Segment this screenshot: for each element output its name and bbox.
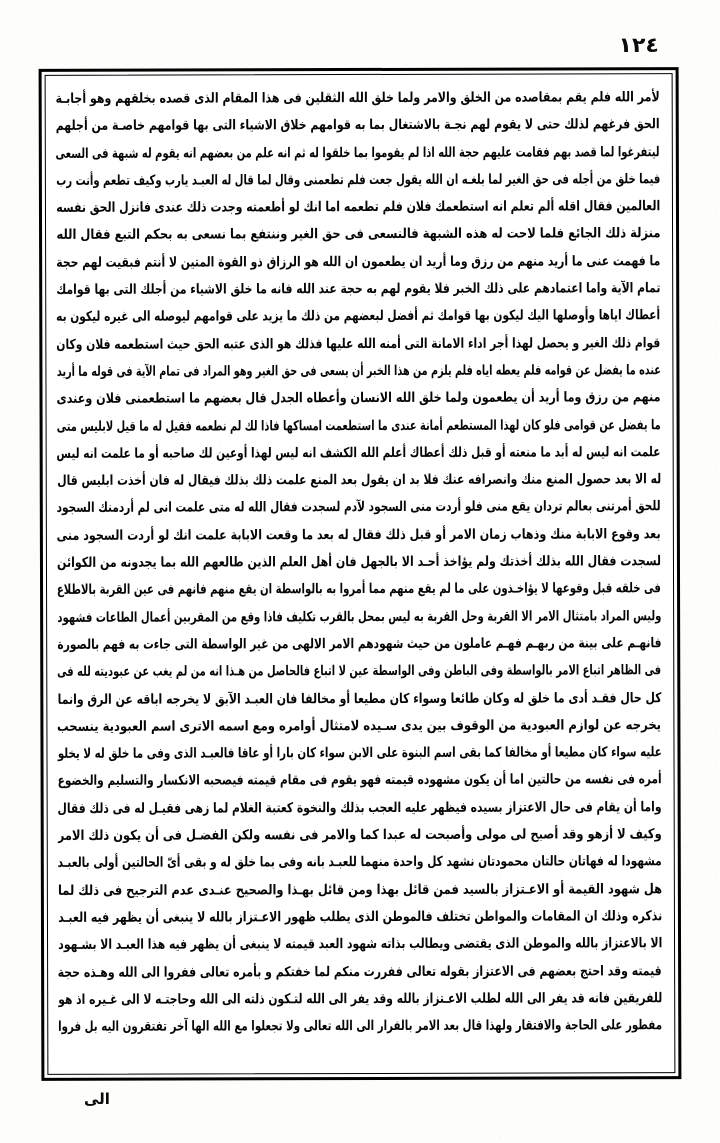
- catchword-area: [40, 1086, 680, 1120]
- text-line: [57, 712, 661, 742]
- text-line: [56, 111, 660, 141]
- text-line-content: نذكره وذلك ان المقامات والمواطن تختلف فالموطن الذى يطلب ظهور الاعـتزاز بالله لا ينبغى أن يظهر فيه العبـد: [57, 908, 662, 926]
- text-line-content: عليه سواء كان مطيعا أو مخالفا كما بقى اسم البنوة على الابن سواء كان بارا أو عاقا فالعبـد الذى وفى ما خلق له لا يخلو: [57, 745, 662, 763]
- text-line-content: تمام الآية واما اعتمادهم على ذلك الخبر فلا يقوم لهم به حجة عند الله فانه ما خلق الاشياء من أجلك التى بها قوامك: [56, 281, 661, 299]
- text-line-content: للحق أمرتنى بعالم تردان يقع منى فلو أردت منى السجود لآدم لسجدت فقال الله له متى علمت انى لم أردمنك السجود: [56, 499, 661, 517]
- text-line: [58, 875, 662, 905]
- page-border-inner: [45, 73, 676, 1075]
- text-line-content: عنده ما يفضل عن قوامه فلم يعطه اياه فلم يلزم من هذا الخبر أن يسعى فى حق الغير وهو المراد فى تمام الآية فى قوله ما أريد: [56, 362, 661, 380]
- text-line-content: مشهودا له فهاتان حالتان محمودتان نشهد كل واحدة منهما للعبـد بانه وفى بما خلق له و بقى أىّ الحالتين أولى بالعبـد: [57, 854, 662, 872]
- text-line: [57, 439, 661, 469]
- text-line-content: ما فهمت عنى ما أريد منهم من رزق وما أريد ان يطعمون ان الله هو الرزاق ذو القوة المتين لا أنتم فبقيت لهم حجة: [56, 253, 661, 271]
- text-line: [58, 985, 662, 1015]
- text-line: [56, 166, 660, 196]
- text-line: [57, 739, 661, 769]
- text-line-content: بعد وقوع الابابة منك وذهاب زمان الامر أو قبل ذلك فقال له بعد ما وقعت الابابة علمت انك لو أردت السجود منى: [56, 526, 661, 544]
- text-block: [56, 84, 663, 1068]
- text-line: [58, 848, 662, 878]
- text-line-content: منزلة ذلك الجائع فلما لاحت له هذه الشبهة فالنسعى فى حق الغير وننتفع بما نسعى به بحكم التبع فقال الله: [56, 226, 661, 244]
- text-line-content: الحق فرغهم لذلك حتى لا يقوم لهم نجـة بالاشتغال بما به قوامهم خلاق الاشياء التى بها قوامهم خاصـة من أجلهم: [55, 117, 660, 135]
- text-line: [58, 821, 662, 851]
- text-line-content: قيمته وقد احتج بعضهم فى الاعتزاز بقوله تعالى ففررت منكم لما خفتكم و بأمره تعالى ففروا الى الله وهـذه حجة: [58, 963, 663, 981]
- text-line-content: يخرجه عن لوازم العبودية من الوقوف بين يدى سـيده لامتثال أوامره ومع اسمه الاترى اسم العبودية ينسحب: [57, 717, 662, 735]
- text-line-content: فى خلقه قبل وقوعها لا يؤاخـذون على ما لم يقع منهم مما أمروا به بالواسطة ان يقع منهم فانهم فى عين القربة بالاطلاع: [57, 581, 662, 599]
- text-line-content: وكيف لا أزهو وقد أصبح لى مولى وأصبحت له عبدا كما والامر فى نفسه ولكن الفضـل فى أن يكون ذلك الامر: [57, 827, 662, 845]
- text-line: [56, 275, 660, 305]
- text-line: [56, 193, 660, 223]
- text-line-content: قوام ذلك الغير و يحصل لهذا أجر اداء الامانة التى أمنه الله عليها فذلك هو الذى عتبه الحق حيث استطعمه فلان وكان: [56, 335, 661, 353]
- text-line-content: هل شهود القيمة أو الاعـتزاز بالسيد فمن قائل بهذا ومن قائل بهـذا والصحيح عنـدى عدم الترجيح فى ذلك لما: [57, 881, 662, 899]
- text-line-content: فى الظاهر اتباع الامر بالواسطة وفى الباطن وفى الواسطة عين لا اتباع فالحاصل من هـذا انه من لم يغب عن عبوديته لله فى: [57, 663, 662, 681]
- text-line-content: فانهـم على بينة من ربهـم فهـم عاملون من حيث شهودهم الامر الالهى من غير الواسطة التى جاءت به فهم بالصورة: [57, 635, 662, 653]
- text-line: [57, 521, 661, 551]
- text-line: [56, 220, 660, 250]
- text-line-content: ما يفضل عن قوامى فلو كان لهذا المستطعم أمانة عندى ما استطعمت امساكها فاذا لك لم نطعمه فقيل له ما قيل لابليس متى: [56, 417, 661, 435]
- text-line: [57, 493, 661, 523]
- text-line: [58, 957, 662, 987]
- text-line-content: واما أن يقام فى حال الاعتزاز بسيده فيظهر عليه العجب بذلك والنخوة كعتبة الغلام لما زهى فقيـل له فى ذلك فقال: [57, 799, 662, 817]
- text-line-content: منهم من رزق وما أريد أن يطعمون ولما خلق الله الانسان وأعطاه الجدل قال بعضهم ما استطعمنى فلان وعندى: [56, 390, 661, 408]
- text-line-content: للفريقين فانه قد يفر الى الله لطلب الاعـتزاز بالله وقد يفر الى الله لتـكون ذلته الى الله وحاجتـه لا الى غـيره اذ هو: [58, 990, 663, 1008]
- text-line: [57, 466, 661, 496]
- text-line-content: العالمين فقال اقله ألم تعلم انه استطعمك فلان فلم تطعمه اما انك لو أطعمته وجدت ذلك عندى فانزل الحق نفسه: [55, 199, 660, 217]
- text-line-content: علمت انه ليس له أبد ما منعته أو قبل ذلك أعطاك أعلم الله الكشف انه ليس لهذا أوعين لك صاحبه أو ما علمت انه ليس: [56, 444, 661, 462]
- text-line: [56, 330, 660, 360]
- text-line: [58, 930, 662, 960]
- text-line: [56, 357, 660, 387]
- text-line: [57, 411, 661, 441]
- text-line-content: فيما خلق من أجله فى حق الغير لما بلغـه ان الله يقول جعت فلم تطعمنى وقال لما قال له العبـد يارب وكيف تطعم وأنت رب: [55, 171, 660, 189]
- text-line: [57, 657, 661, 687]
- text-line-content: لأمر الله فلم يقم بمقاصده من الخلق والامر ولما خلق الله الثقلين فى هذا المقام الذى قصده بخلقهم وهو أجابـة: [55, 90, 660, 107]
- text-line: [56, 138, 660, 168]
- text-line: [58, 766, 662, 796]
- text-line: [57, 548, 661, 578]
- text-line: [58, 794, 662, 824]
- text-line: [57, 630, 661, 660]
- text-line-content: أمره فى نفسه من حالتين اما أن يكون مشهوده قيمته فهو يقوم فى مقام قيمته فيصحبه الانكسار والتسليم والخضوع: [57, 772, 662, 790]
- text-line: [56, 84, 660, 114]
- text-line-content: الا بالاعتزاز بالله والموطن الذى يقتضى ويطالب بذاته شهود العبد قيمته لا ينبغى أن يظهر فيه هذا العبـد الا بشـهود: [58, 936, 663, 954]
- text-line-content: ليتفرغوا لما قصد بهم فقامت عليهم حجة الله اذا لم يقوموا بما خلقوا له ثم انه علم من بعضهم انه يقوم له شبهة فى السعى: [55, 144, 660, 162]
- text-line-content: وليس المراد بامتثال الامر الا القربة وحل القربة به ليس بمحل بالقرب تكليف فاذا وقع من المقربين أعمال الطاعات فشهود: [57, 608, 662, 626]
- text-line-content: كل حال فقـد أدى ما خلق له وكان طائعا وسواء كان مطيعا أو مخالفا فان العبـد الآبق لا يخرجه اباقه عن الرق وانما: [57, 690, 662, 708]
- text-line-content: لسجدت فقال الله بذلك أخذتك ولم يؤاخذ أحـد الا بالجهل فان أهل العلم الذين طالعهم الله بما يجدونه من الكوائن: [56, 554, 661, 572]
- text-line: [58, 903, 662, 933]
- text-line-content: مفطور على الحاجة والافتقار ولهذا قال بعد الامر بالفرار الى الله تعالى ولا تجعلوا مع الله الها آخر تفتقرون اليه بل فروا: [58, 1018, 663, 1036]
- text-line: [56, 384, 660, 414]
- text-line: [58, 1012, 662, 1042]
- folio-bar: [40, 30, 680, 64]
- text-line-content: أعطاك اياها وأوصلها اليك ليكون بها قوامك ثم أفضل لبعضهم من ذلك ما يزيد على قوامهم ليوصله الى غيره ليكون به: [56, 308, 661, 326]
- text-line: [57, 684, 661, 714]
- catchword: الى: [84, 1090, 110, 1108]
- text-line: [57, 603, 661, 633]
- text-line-content: له الا بعد حصول المنع منك وانصرافه عنك فلا بد ان يقول بعد المنع علمت ذلك بذلك فيقال له فان أخذت ابليس قال: [56, 472, 661, 490]
- page-border-outer: [39, 67, 682, 1081]
- page-number: ١٢٤: [618, 33, 659, 57]
- text-line: [56, 248, 660, 278]
- text-line: [57, 575, 661, 605]
- text-line: [56, 302, 660, 332]
